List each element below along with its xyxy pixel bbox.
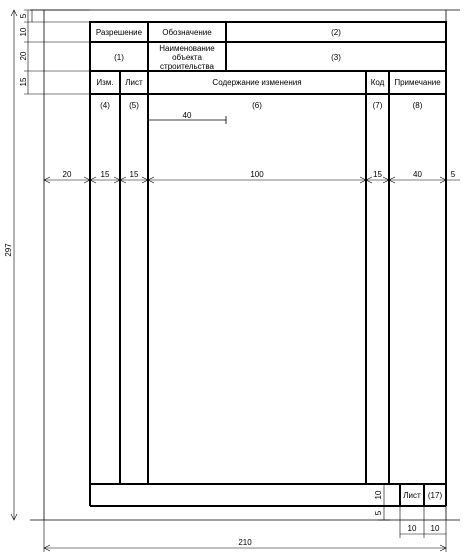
header-razreshenie: Разрешение	[95, 28, 143, 37]
col-kod: Код	[370, 78, 385, 87]
dim-row-15: 15	[19, 77, 28, 87]
num-primechanie: (8)	[412, 101, 423, 110]
col-primechanie: Примечание	[394, 78, 441, 87]
dim-row-10: 10	[19, 27, 28, 37]
header-field-2: (2)	[331, 28, 341, 37]
header-field-1: (1)	[114, 53, 124, 62]
dim-row-20: 20	[19, 51, 28, 61]
footer-field-17: (17)	[427, 491, 443, 500]
num-kod: (7)	[372, 101, 383, 110]
col-soderzhanie: Содержание изменения	[212, 78, 302, 87]
col-izm: Изм.	[96, 78, 114, 87]
dim-col-izm: 15	[100, 170, 110, 179]
dim-top-5: 5	[19, 13, 28, 19]
dim-sub-40: 40	[182, 111, 192, 120]
dim-col-content: 100	[250, 170, 264, 179]
dim-footer-5: 5	[374, 510, 383, 516]
num-soderzhanie: (6)	[252, 101, 262, 110]
header-naimenovanie-2: объекта	[172, 53, 202, 62]
dim-height-297: 297	[4, 243, 13, 257]
num-izm: (4)	[100, 101, 110, 110]
header-oboznachenie: Обозначение	[162, 28, 212, 37]
header-naimenovanie-1: Наименование	[159, 44, 215, 53]
col-list: Лист	[125, 78, 143, 87]
dim-left-20: 20	[62, 170, 72, 179]
height-dimension	[11, 10, 17, 520]
dim-right-5: 5	[450, 170, 456, 179]
dim-col-kod: 15	[373, 170, 382, 179]
dim-footer-10: 10	[374, 490, 383, 500]
dim-bottom-10a: 10	[407, 524, 417, 533]
header-field-3: (3)	[331, 53, 341, 62]
footer-list: Лист	[403, 491, 421, 500]
dim-bottom-10b: 10	[430, 524, 440, 533]
left-dimension-chain	[24, 10, 90, 94]
header-naimenovanie-3: строительства	[160, 62, 214, 71]
dim-width-210: 210	[238, 538, 252, 547]
dim-col-list: 15	[129, 170, 139, 179]
num-list: (5)	[129, 101, 139, 110]
dim-col-prim: 40	[413, 170, 422, 179]
table-body	[90, 94, 446, 506]
